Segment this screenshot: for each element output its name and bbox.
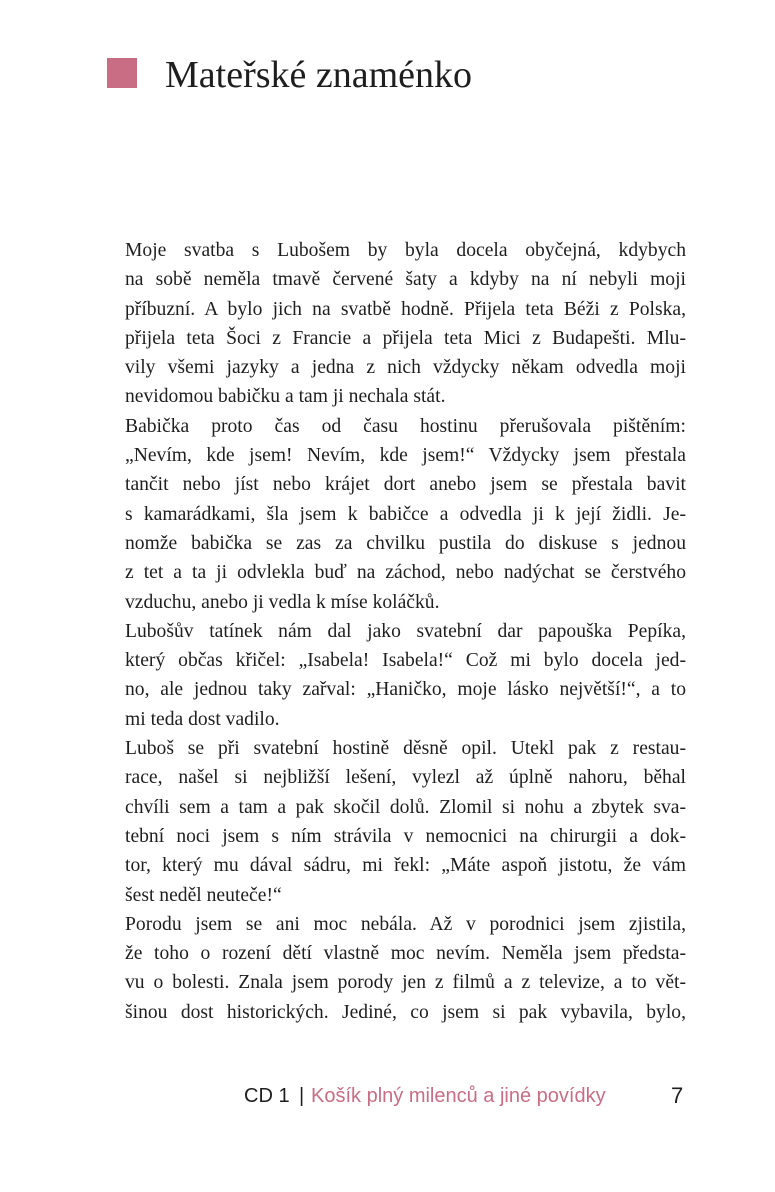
footer-cd-label: CD 1 <box>244 1085 290 1107</box>
text-line: race, našel si nejbližší lešení, vylezl až úplně nahoru, běhal <box>125 767 686 789</box>
chapter-title-square <box>107 58 137 88</box>
paragraph-4 <box>125 734 686 910</box>
text-line: tančit nebo jíst nebo krájet dort anebo jsem se přestala bavit <box>125 474 686 496</box>
paragraph-3 <box>125 617 686 734</box>
text-line: tební noci jsem s ním strávila v nemocnici na chirurgii a dok- <box>125 825 686 847</box>
text-line: Lubošův tatínek nám dal jako svatební dar papouška Pepíka, <box>125 620 686 642</box>
page-footer <box>0 1081 775 1111</box>
text-line: že toho o rození dětí vlastně moc nevím. Neměla jsem předsta- <box>125 943 686 965</box>
paragraph-5 <box>125 910 686 1027</box>
text-line: který občas křičel: „Isabela! Isabela!“ Což mi bylo docela jed- <box>125 650 686 672</box>
text-line: no, ale jednou taky zařval: „Haničko, moje lásko největší!“, a to <box>125 679 686 701</box>
text-line: Moje svatba s Lubošem by byla docela obyčejná, kdybych <box>125 240 686 261</box>
text-line: šinou dost historických. Jediné, co jsem si pak vybavila, bylo, <box>125 1001 686 1023</box>
text-line: „Nevím, kde jsem! Nevím, kde jsem!“ Vždycky jsem přestala <box>125 445 686 467</box>
body-text <box>125 236 686 1027</box>
text-line: šest neděl neuteče!“ <box>125 884 282 906</box>
text-line: nomže babička se zas za chvilku pustila do diskuse s jednou <box>125 532 686 554</box>
text-line: chvíli sem a tam a pak skočil dolů. Zlomil si nohu a zbytek sva- <box>125 796 686 818</box>
text-line: tor, který mu dával sádru, mi řekl: „Máte aspoň jistotu, že vám <box>125 855 686 877</box>
page-number: 7 <box>671 1083 684 1108</box>
footer-separator: | <box>299 1085 305 1107</box>
text-line: s kamarádkami, šla jsem k babičce a odvedla ji k její židli. Je- <box>125 503 686 525</box>
text-line: na sobě neměla tmavě červené šaty a kdyby na ní nebyli moji <box>125 269 686 291</box>
text-line: příbuzní. A bylo jich na svatbě hodně. Přijela teta Béži z Polska, <box>125 298 686 320</box>
text-line: vily všemi jazyky a jedna z nich vždycky někam odvedla moji <box>125 357 686 379</box>
text-line: vu o bolesti. Znala jsem porody jen z filmů a z televize, a to vět- <box>125 972 686 994</box>
text-line: Babička proto čas od času hostinu přerušovala pištěním: <box>125 415 686 437</box>
text-line: vzduchu, anebo ji vedla k míse koláčků. <box>125 591 440 613</box>
text-line: Luboš se při svatební hostině děsně opil. Utekl pak z restau- <box>125 738 686 760</box>
paragraph-2 <box>125 412 686 617</box>
text-line: Porodu jsem se ani moc nebála. Až v porodnici jsem zjistila, <box>125 913 686 935</box>
text-line: mi teda dost vadilo. <box>125 708 280 730</box>
text-line: přijela teta Šoci z Francie a přijela teta Mici z Budapešti. Mlu- <box>125 327 686 349</box>
text-line: z tet a ta ji odvlekla buď na záchod, nebo nadýchat se čerstvého <box>125 562 686 584</box>
text-line: nevidomou babičku a tam ji nechala stát. <box>125 386 446 408</box>
paragraph-1 <box>125 236 686 412</box>
chapter-title: Mateřské znaménko <box>165 54 473 96</box>
footer-book-title: Košík plný milenců a jiné povídky <box>311 1085 606 1107</box>
